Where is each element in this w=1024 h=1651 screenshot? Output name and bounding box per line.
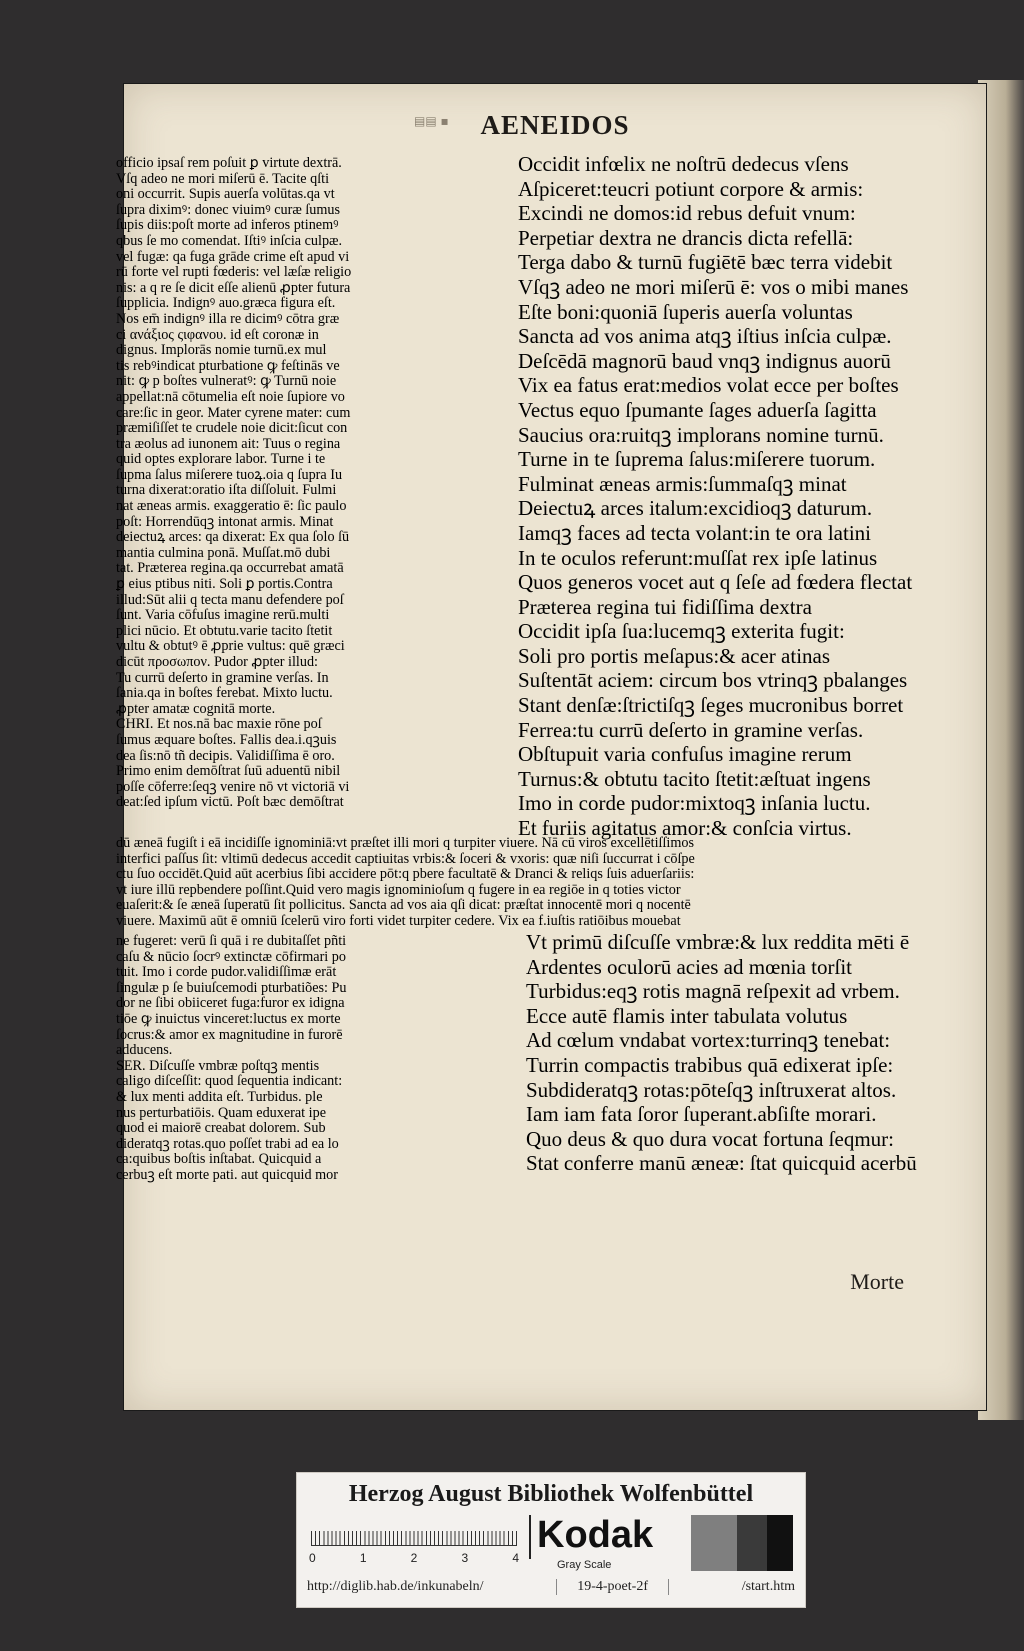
commentary-line: mantia culmina ponā. Muſſat.mō dubi: [116, 545, 331, 561]
commentary-line: poſſe cōferre:ſeqꝫ venire nō vt victoriā vi: [116, 779, 350, 795]
gray-swatch-dark: [737, 1515, 767, 1571]
commentary-line: ſupplicia. Indignꝰ auo.græca figura eſt.: [116, 296, 336, 312]
scale-ruler: [311, 1519, 517, 1546]
commentary-line: euaſerit:& ſe æneā ſuperatū ſit pollicitus. Sancta ad vos aia qſi dicat: præſtat innocentē mori q nocentē: [116, 898, 691, 914]
commentary-line: ſania.qa in boſtes ferebat. Mixto luctu.: [116, 686, 333, 702]
verse-line: Occidit ipſa ſua:lucemqꝫ exterita fugit:: [518, 619, 845, 644]
commentary-line: ſupra diximꝰ: donec viuimꝰ curæ ſumus: [116, 202, 341, 218]
verse-line: Quos generos vocet aut q ſeſe ad fœdera flectat: [518, 570, 913, 595]
commentary-line: interfici paſſus ſit: vltimū dedecus accedit captiuitas vrbis:& ſoceri & vxoris: quæ niſi ſuccurrat i cōſpe: [116, 851, 695, 867]
commentary-line: nit: ꝙ p boſtes vulneratꝰ: ꝙ Turnū noie: [116, 374, 337, 390]
verse-line: Iamqꝫ faces ad tecta volant:in te ora latini: [518, 520, 871, 545]
commentary-line: ne fugeret: verū ſi quā i re dubitaſſet pñti: [116, 934, 347, 949]
verse-line: Turnus:& obtutu tacito ſtetit:æſtuat ingens: [518, 766, 871, 791]
ruler-number: 3: [461, 1551, 469, 1565]
verse-line: Imo in corde pudor:mixtoqꝫ inſania luctu.: [518, 791, 871, 816]
verse-line: Turne in te ſuprema ſalus:miſerere tuorum.: [518, 447, 876, 472]
commentary-line: ctu ſuo occidēt.Quid aūt acerbius ſibi accidere pōt:q pbere facultatē & Dranci & reliqs ſuis aduerſariis:: [116, 867, 695, 883]
verse-line: Fulminat æneas armis:ſummaſqꝫ minat: [518, 471, 847, 496]
commentary-column-top: [116, 156, 512, 811]
commentary-line: rū forte vel rupti fœderis: vel læſæ religio: [116, 265, 352, 281]
commentary-line: dū æneā fugiſt i eā incidiſſe ignominiā:vt præſtet illi mori q turpiter viuere. Nā cū viros excellētiſſimos: [116, 836, 695, 851]
commentary-line: dea ſis:nō tñ decipis. Validiſſima ē oro.: [116, 748, 335, 764]
commentary-line: dicūt προσωπον. Pudor ꝓpter illud:: [116, 655, 318, 670]
verse-line: Iam iam fata ſoror ſuperant.abſiſte morari.: [526, 1102, 877, 1127]
commentary-line: dignus. Implorās nomie turnū.ex mul: [116, 343, 327, 359]
commentary-line: illud:Sūt alii q tecta manu defendere poſ: [116, 592, 344, 608]
verse-line: Sancta ad vos anima atqꝫ iſtius inſcia culpæ.: [518, 324, 892, 349]
verse-line: Vectus equo ſpumante ſages aduerſa ſagitta: [518, 397, 877, 422]
commentary-line: vt iure illū repbendere poſſint.Quid vero magis ignominioſum q fugere in ea regiōe in q toties victor: [116, 882, 681, 898]
commentary-line: ſocrus:& amor ex magnitudine in furorē: [116, 1027, 343, 1043]
commentary-line: tuit. Imo i corde pudor.validiſſimæ erāt: [116, 965, 337, 981]
card-title: Herzog August Bibliothek Wolfenbüttel: [348, 1481, 754, 1507]
commentary-line: ꝑ eius ptibus niti. Soli ꝑ portis.Contra: [116, 577, 333, 593]
verse-line: Turbidus:eqꝫ rotis magnā reſpexit ad vrbem.: [526, 979, 900, 1004]
commentary-line: præmiſiſſet te crudele noie dicit:ſicut con: [116, 421, 348, 437]
book-page: [116, 84, 986, 1410]
commentary-line: cerbuꝫ eſt morte pati. aut quicquid mor: [116, 1167, 338, 1183]
verse-line: Perpetiar dextra ne drancis dicta refellā:: [518, 225, 854, 250]
commentary-line: qbus ſe mo comendat. Iſtiꝰ inſcia culpæ.: [116, 233, 343, 249]
verse-line: Suſtentāt aciem: circum bos vtrinqꝫ pbalanges: [518, 668, 908, 693]
verse-line: Occidit infœlix ne noſtrū dedecus vſens: [518, 152, 849, 176]
commentary-line: nat æneas armis. exaggeratio ē: ſic paulo: [116, 499, 347, 515]
commentary-line: care:ſic in geor. Mater cyrene mater: cum: [116, 405, 351, 421]
verse-line: In te oculos referunt:muſſat rex ipſe latinus: [518, 545, 878, 570]
verse-line: Subdideratqꝫ rotas:pōteſqꝫ inſtruxerat altos.: [526, 1077, 897, 1102]
gray-swatch-black: [767, 1515, 793, 1571]
commentary-line: turna dixerat:oratio iſta diſſoluit. Fulmi: [116, 483, 337, 499]
kodak-logo: Kodak: [529, 1515, 689, 1559]
commentary-line: quod ei maiorē creabat dolorem. Sub: [116, 1121, 326, 1137]
commentary-column-bottom: [116, 934, 506, 1184]
commentary-line: oni occurrit. Supis auerſa volūtas.qa vt: [116, 187, 335, 203]
commentary-line: deiectuꝝ arces: qa dixerat: Ex qua ſolo ſū: [116, 530, 350, 546]
commentary-line: & lux menti addita eſt. Turbidus. ple: [116, 1089, 323, 1105]
commentary-line: appellat:nā cōtumelia eſt noie ſupiore vo: [116, 389, 345, 405]
ruler-number: 2: [410, 1551, 418, 1565]
verse-line: Quo deus & quo dura vocat fortuna ſeqmur:: [526, 1126, 894, 1151]
verse-line: Vt primū diſcuſſe vmbræ:& lux reddita mēti ē: [526, 930, 910, 954]
commentary-line: deat:ſed ipſum victū. Poſt bæc demōſtrat: [116, 795, 344, 811]
verse-line: Terga dabo & turnū fugiētē bæc terra videbit: [518, 250, 893, 275]
commentary-line: vel fugæ: qa fuga grāde crime eſt apud vi: [116, 249, 350, 265]
verse-line: Excindi ne domos:id rebus defuit vnum:: [518, 201, 856, 226]
commentary-line: Primo enim demōſtrat ſuū aduentū nibil: [116, 764, 341, 780]
card-url: http://diglib.hab.de/inkunabeln/: [307, 1579, 484, 1594]
commentary-line: caligo diſceſſit: quod ſequentia indicant:: [116, 1074, 343, 1090]
gray-swatch-mid: [691, 1515, 737, 1571]
commentary-line: Tu currū deſerto in gramine verſas. In: [116, 670, 329, 686]
commentary-line: ſupma ſalus miſerere tuoꝝ.oia q ſupra Iu: [116, 467, 343, 483]
commentary-line: CHRI. Et nos.nā bac maxie rōne poſ: [116, 717, 322, 733]
commentary-line: ſunt. Varia cōfuſus imagine rerū.multi: [116, 608, 330, 624]
verse-line: Stant denſæ:ſtrictiſqꝫ ſeges mucronibus borret: [518, 693, 904, 718]
commentary-line: nis: a q re ſe dicit eſſe alienū ꝓpter futura: [116, 280, 351, 296]
verse-column-top: [518, 152, 970, 841]
commentary-line: tra æolus ad iunonem ait: Tuus o regina: [116, 436, 341, 452]
verse-line: Stat conferre manū æneæ: ſtat quicquid acerbū: [526, 1151, 917, 1176]
verse-line: Præterea regina tui fidiſſima dextra: [518, 594, 812, 619]
commentary-line: Vſq adeo ne mori miſerū ē. Tacite qſti: [116, 171, 330, 187]
commentary-line: SER. Diſcuſſe vmbræ poſtqꝫ mentis: [116, 1058, 320, 1074]
commentary-line: quid optes explorare labor. Turne i te: [116, 452, 326, 468]
verse-line: Ardentes oculorū acies ad mœnia torſit: [526, 954, 852, 979]
commentary-line: dideratqꝫ rotas.quo poſſet trabi ad ea lo: [116, 1136, 339, 1152]
verse-line: Obſtupuit varia confuſus imagine rerum: [518, 742, 852, 767]
verse-line: Deiectuꝝ arces italum:excidioqꝫ daturum.: [518, 496, 873, 521]
verse-line: Aſpiceret:teucri potiunt corpore & armis:: [518, 176, 864, 201]
commentary-line: ſingulæ p ſe buiuſcemodi pturbatiões: Pu: [116, 980, 347, 996]
verse-line: Vſqꝫ adeo ne mori miſerū ē: vos o mibi manes: [518, 274, 909, 299]
catchword: Morte: [850, 1269, 904, 1294]
commentary-line: adducens.: [116, 1043, 173, 1059]
faded-ink-mark: ▤▤ ▪: [414, 114, 449, 128]
verse-line: Turrin compactis trabibus quā edixerat ipſe:: [526, 1052, 894, 1077]
commentary-line: tat. Præterea regina.qa occurrebat amatā: [116, 561, 344, 577]
commentary-line: viuere. Maximū aūt ē omniū ſcelerū viro forti videt turpiter cedere. Vix ea f.iuſtis ratiōibus mouebat: [116, 913, 681, 929]
ruler-numbers: [309, 1551, 519, 1565]
commentary-line: tiōe ꝙ inuictus vinceret:luctus ex morte: [116, 1011, 341, 1027]
running-head: AENEIDOS: [480, 110, 630, 140]
verse-line: Ad cœlum vndabat vortex:turrinqꝫ tenebat:: [526, 1028, 891, 1053]
commentary-line: Nos em̄ indignꝰ illa re dicimꝰ cōtra græ: [116, 311, 340, 327]
commentary-line: caſu & nūcio ſocrꝰ extinctæ cōfirmari po: [116, 949, 346, 965]
color-reference-card: [296, 1472, 806, 1608]
gray-scale-label: Gray Scale: [557, 1559, 612, 1571]
ruler-number: 4: [512, 1551, 519, 1565]
verse-line: Vix ea fatus erat:medios volat ecce per boſtes: [518, 373, 899, 398]
commentary-line: poſt: Horrendūqꝫ intonat armis. Minat: [116, 514, 334, 530]
verse-line: Soli pro portis meſapus:& acer atinas: [518, 643, 831, 668]
commentary-line: ca:quibus boſtis inſtabat. Quicquid a: [116, 1152, 322, 1168]
commentary-line: nus perturbatiōis. Quam eduxerat ipe: [116, 1105, 326, 1121]
verse-line: Ferrea:tu currū deſerto in gramine verſas.: [518, 717, 864, 742]
commentary-line: ci ανάξιος ςιφανου. id eſt coronæ in: [116, 327, 319, 343]
commentary-line: ſumus æquare boſtes. Fallis dea.i.qꝫuis: [116, 732, 337, 748]
verse-line: Saucius ora:ruitqꝫ implorans nomine turnū.: [518, 422, 884, 447]
verse-column-bottom: [526, 930, 972, 1176]
commentary-line: ꝓpter amatæ cognitā morte.: [116, 701, 276, 717]
ruler-number: 1: [359, 1551, 367, 1565]
commentary-line: tis rebꝰindicat pturbatione ꝙ feſtinās ve: [116, 358, 340, 374]
card-shelfmark: 19-4-poet-2f: [556, 1579, 669, 1595]
card-suffix: /start.htm: [741, 1579, 795, 1594]
commentary-line: officio ipsaſ rem poſuit ꝑ virtute dextrā.: [116, 156, 342, 171]
verse-line: Ecce autē flamis inter tabulata volutus: [526, 1003, 848, 1028]
card-footer: [307, 1579, 795, 1595]
commentary-full-width: [116, 836, 962, 930]
verse-line: Et furiis agitatus amor:& conſcia virtus.: [518, 816, 852, 841]
ruler-number: 0: [309, 1551, 316, 1565]
commentary-line: dor ne ſibi obiiceret fuga:furor ex idigna: [116, 996, 345, 1012]
verse-line: Deſcēdā magnorū baud vnqꝫ indignus auorū: [518, 348, 891, 373]
commentary-line: plici nūcio. Et obtutu.varie tacito ſtetit: [116, 623, 333, 639]
commentary-line: ſupis diis:poſt morte ad inferos ptinemꝰ: [116, 218, 339, 234]
commentary-line: vultu & obtutꝰ ē ꝓprie vultus: quē græci: [116, 639, 345, 655]
verse-line: Eſte boni:quoniā ſuperis auerſa voluntas: [518, 299, 853, 324]
